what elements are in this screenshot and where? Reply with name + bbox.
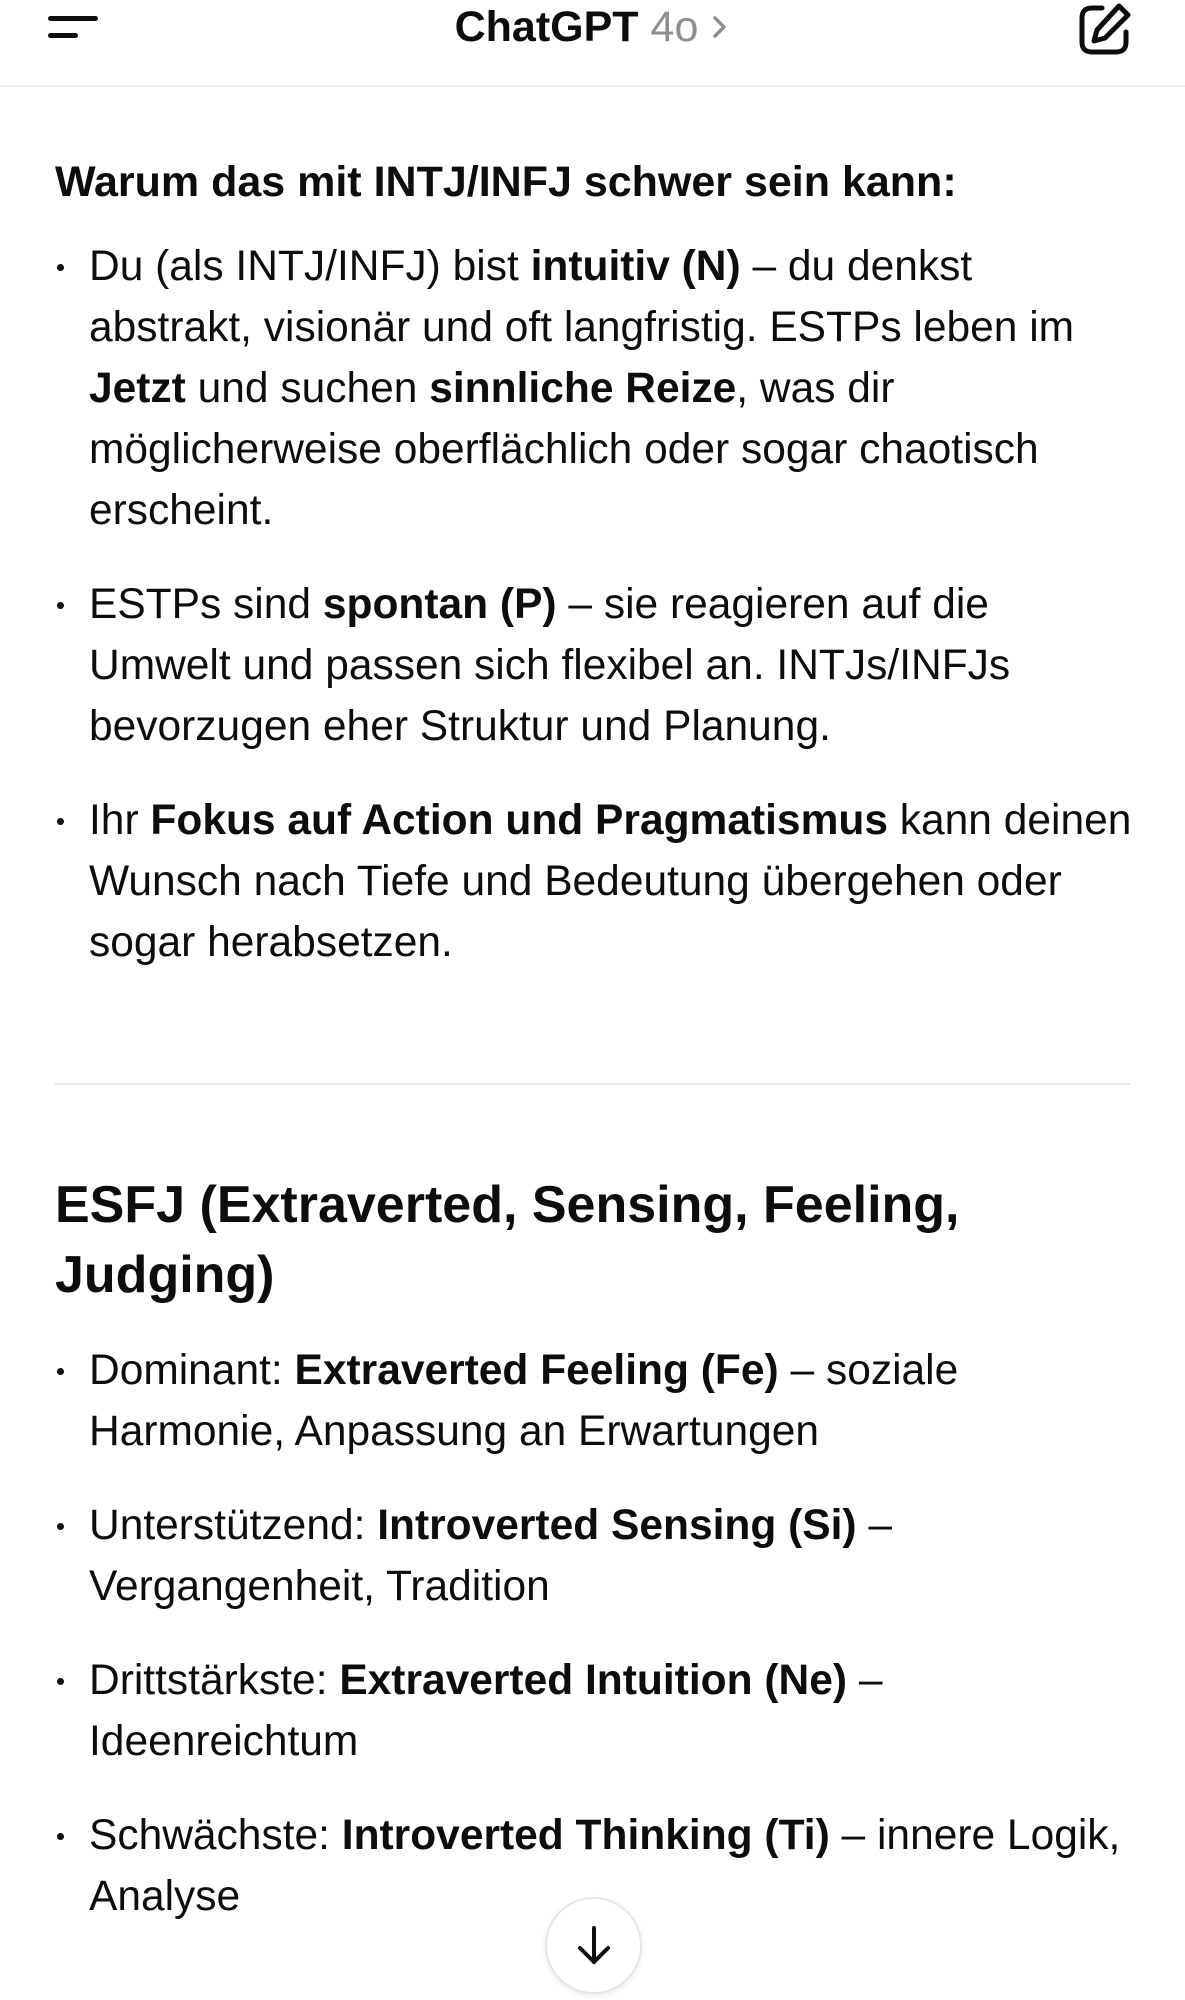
text: – Ideenreichtum (89, 1657, 883, 1765)
new-chat-button[interactable] (1074, 0, 1134, 58)
list-item (55, 1650, 1135, 1772)
app-title: ChatGPT (454, 2, 639, 51)
bullet-list (55, 1340, 1135, 1927)
section-intj-infj (55, 155, 1135, 1006)
model-selector[interactable] (0, 2, 1185, 52)
text: Unterstützend: (89, 1502, 378, 1549)
bold-text: intuitiv (N) (530, 242, 741, 290)
list-item (55, 236, 1135, 541)
list-item (55, 790, 1135, 973)
text: ESTPs sind (89, 580, 323, 628)
list-item (55, 1340, 1135, 1462)
esfj-heading: ESFJ (Extraverted, Sensing, Feeling, Judging) (55, 1176, 960, 1304)
top-bar (0, 0, 1185, 87)
bold-text: Extraverted Intuition (Ne) (339, 1657, 848, 1704)
text: Ihr (89, 796, 151, 844)
text: – sie reagieren auf die Umwelt und passen sich flexibel an. INTJs/INFJs bevorzugen eher Struktur und Planung. (89, 580, 1011, 750)
bold-text: spontan (P) (322, 580, 557, 628)
bold-text: Extraverted Feeling (Fe) (294, 1347, 779, 1394)
bullet-list (55, 236, 1135, 973)
section-heading: Warum das mit INTJ/INFJ schwer sein kann: (55, 158, 957, 206)
bold-text: Jetzt (89, 364, 186, 412)
new-chat-icon (1074, 0, 1134, 58)
arrow-down-icon (574, 1924, 614, 1968)
text: – Vergangenheit, Tradition (89, 1502, 893, 1610)
text: , was dir möglicherweise oberflächlich oder sogar chaotisch erscheint. (89, 364, 1039, 534)
scroll-down-button[interactable] (545, 1897, 642, 1994)
text: – du denkst abstrakt, visionär und oft langfristig. ESTPs leben im (89, 242, 1075, 351)
bold-text: Introverted Sensing (Si) (377, 1502, 857, 1549)
text: Drittstärkste: (89, 1657, 340, 1704)
section-esfj (55, 1340, 1135, 1960)
list-item (55, 1495, 1135, 1617)
text: – soziale Harmonie, Anpassung an Erwartungen (89, 1347, 959, 1455)
text: Schwächste: (89, 1812, 342, 1859)
chevron-right-icon (710, 12, 730, 42)
bold-text: Introverted Thinking (Ti) (341, 1812, 830, 1859)
model-name: 4o (650, 2, 699, 51)
text: und suchen (185, 364, 430, 412)
text: Dominant: (89, 1347, 295, 1394)
divider (55, 1083, 1130, 1085)
text: kann deinen Wunsch nach Tiefe und Bedeutung übergehen oder sogar herabsetzen. (89, 796, 1132, 966)
bold-text: sinnliche Reize (429, 364, 737, 412)
list-item (55, 574, 1135, 757)
text: – innere Logik, Analyse (89, 1812, 1121, 1920)
text: Du (als INTJ/INFJ) bist (89, 242, 531, 290)
bold-text: Fokus auf Action und Pragmatismus (150, 796, 888, 844)
